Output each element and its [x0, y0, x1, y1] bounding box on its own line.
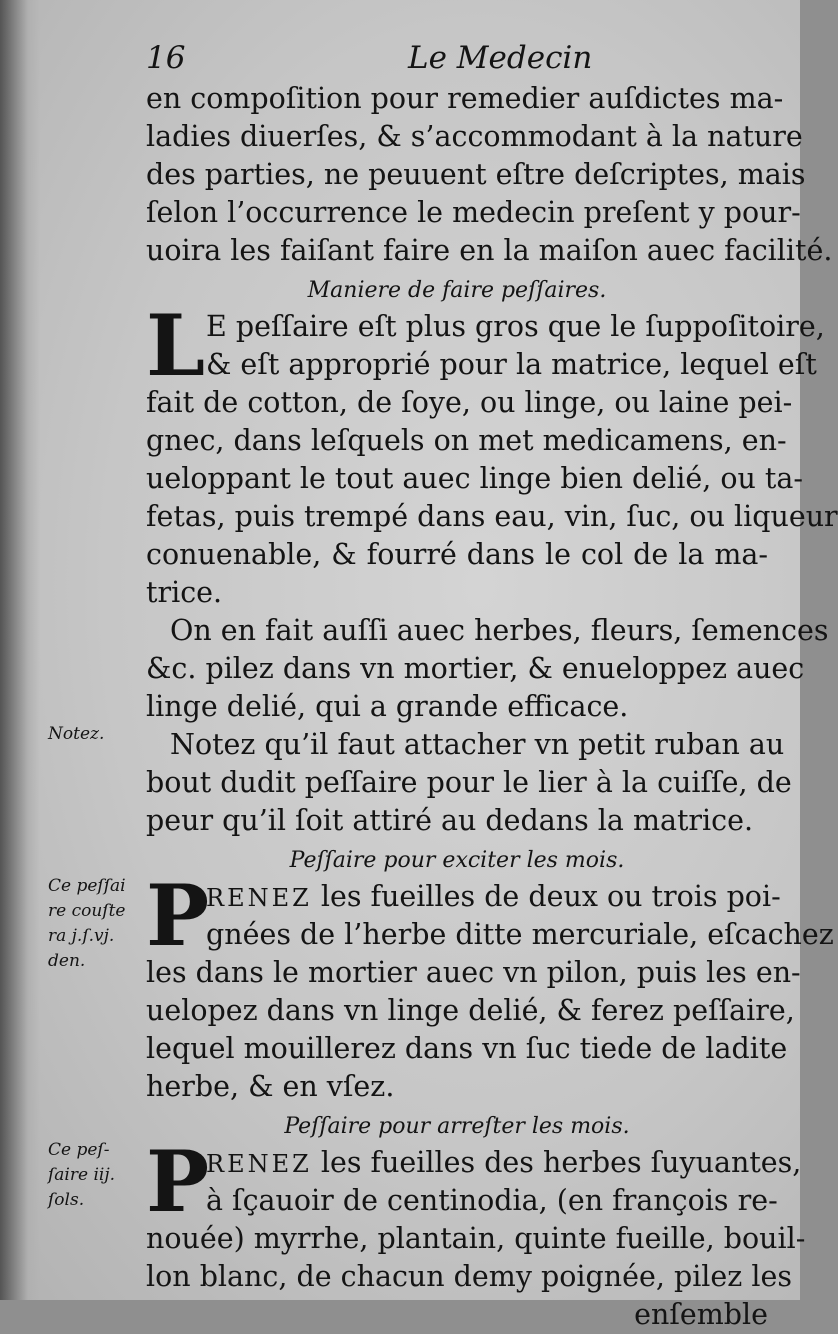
margin-note-line: ſaire iij.	[48, 1165, 116, 1185]
text-line: uoira les faiſant faire en la maiſon auec facilité.	[146, 234, 833, 267]
running-header	[146, 36, 776, 80]
text-line	[146, 1144, 802, 1182]
margin-note-line: Ce peſ-	[48, 1140, 110, 1160]
page-number: 16	[146, 40, 186, 76]
text-line: fetas, puis trempé dans eau, vin, ſuc, ou liqueur	[146, 500, 838, 533]
margin-note-line: ſols.	[48, 1190, 85, 1210]
margin-note-line: Notez.	[48, 724, 105, 744]
section-heading: Peſſaire pour arreſter les mois.	[284, 1114, 630, 1139]
catchword: enſemble	[634, 1298, 768, 1331]
margin-note-line: ra j.ſ.vj.	[48, 926, 115, 946]
initial-word: RENEZ	[206, 884, 312, 912]
section-heading: Maniere de faire peſſaires.	[307, 278, 607, 303]
text-line: On en fait auſſi auec herbes, fleurs, ſemences	[170, 614, 829, 647]
text-line: uelopez dans vn linge delié, & ferez peſſaire,	[146, 994, 795, 1027]
margin-note-cost-1	[48, 874, 148, 974]
main-text	[146, 80, 838, 1334]
text-line: des parties, ne peuuent eſtre deſcriptes, mais	[146, 158, 806, 191]
text-line: ueloppant le tout auec linge bien delié, ou ta-	[146, 462, 803, 495]
text-line: lon blanc, de chacun demy poignée, pilez les	[146, 1260, 792, 1293]
text-line: E peſſaire eſt plus gros que le ſuppoſitoire,	[206, 310, 825, 343]
drop-cap: L	[146, 296, 206, 395]
text-line: lequel mouillerez dans vn ſuc tiede de ladite	[146, 1032, 788, 1065]
margin-note-line: Ce peſſai	[48, 876, 126, 896]
text-line	[146, 878, 781, 916]
text-line: herbe, & en vſez.	[146, 1070, 395, 1103]
margin-note-cost-2	[48, 1138, 148, 1213]
text-line: conuenable, & fourré dans le col de la ma-	[146, 538, 768, 571]
text-line: les dans le mortier auec vn pilon, puis les en-	[146, 956, 801, 989]
text-line: &c. pilez dans vn mortier, & enueloppez auec	[146, 652, 805, 685]
text-line: nouée) myrrhe, plantain, quinte fueille, bouil-	[146, 1222, 806, 1255]
paragraph-with-initial	[146, 296, 838, 612]
running-title: Le Medecin	[408, 40, 593, 76]
text-line: ladies diuerſes, & s’accommodant à la nature	[146, 120, 803, 153]
paragraph-with-initial	[146, 1132, 806, 1296]
text-line: ſelon l’occurrence le medecin preſent y pour-	[146, 196, 801, 229]
margin-note-line: re couſte	[48, 901, 126, 921]
drop-cap: P	[146, 1132, 210, 1231]
margin-note-line: den.	[48, 951, 86, 971]
line-rest: les fueilles de deux ou trois poi-	[320, 880, 781, 913]
text-line: fait de cotton, de ſoye, ou linge, ou laine pei-	[146, 386, 793, 419]
text-line: peur qu’il ſoit attiré au dedans la matrice.	[146, 804, 754, 837]
text-line: linge delié, qui a grande efficace.	[146, 690, 629, 723]
text-line: à ſçauoir de centinodia, (en françois re-	[206, 1184, 778, 1217]
line-rest: les fueilles des herbes ſuyuantes,	[320, 1146, 802, 1179]
text-line: Notez qu’il faut attacher vn petit ruban au	[170, 728, 785, 761]
section-heading: Peſſaire pour exciter les mois.	[289, 848, 625, 873]
gutter-shadow	[0, 0, 40, 1300]
initial-word: RENEZ	[206, 1150, 312, 1178]
text-line: en compoſition pour remedier auſdictes ma-	[146, 82, 784, 115]
text-line: bout dudit peſſaire pour le lier à la cuiſſe, de	[146, 766, 792, 799]
text-line: gnées de l’herbe ditte mercuriale, eſcachez	[206, 918, 834, 951]
text-line: & eſt approprié pour la matrice, lequel eſt	[206, 348, 817, 381]
margin-note-notez	[48, 722, 148, 747]
text-line: gnec, dans leſquels on met medicamens, en-	[146, 424, 787, 457]
paragraph-with-initial	[146, 866, 834, 1106]
text-line: trice.	[146, 576, 223, 609]
drop-cap: P	[146, 866, 210, 965]
